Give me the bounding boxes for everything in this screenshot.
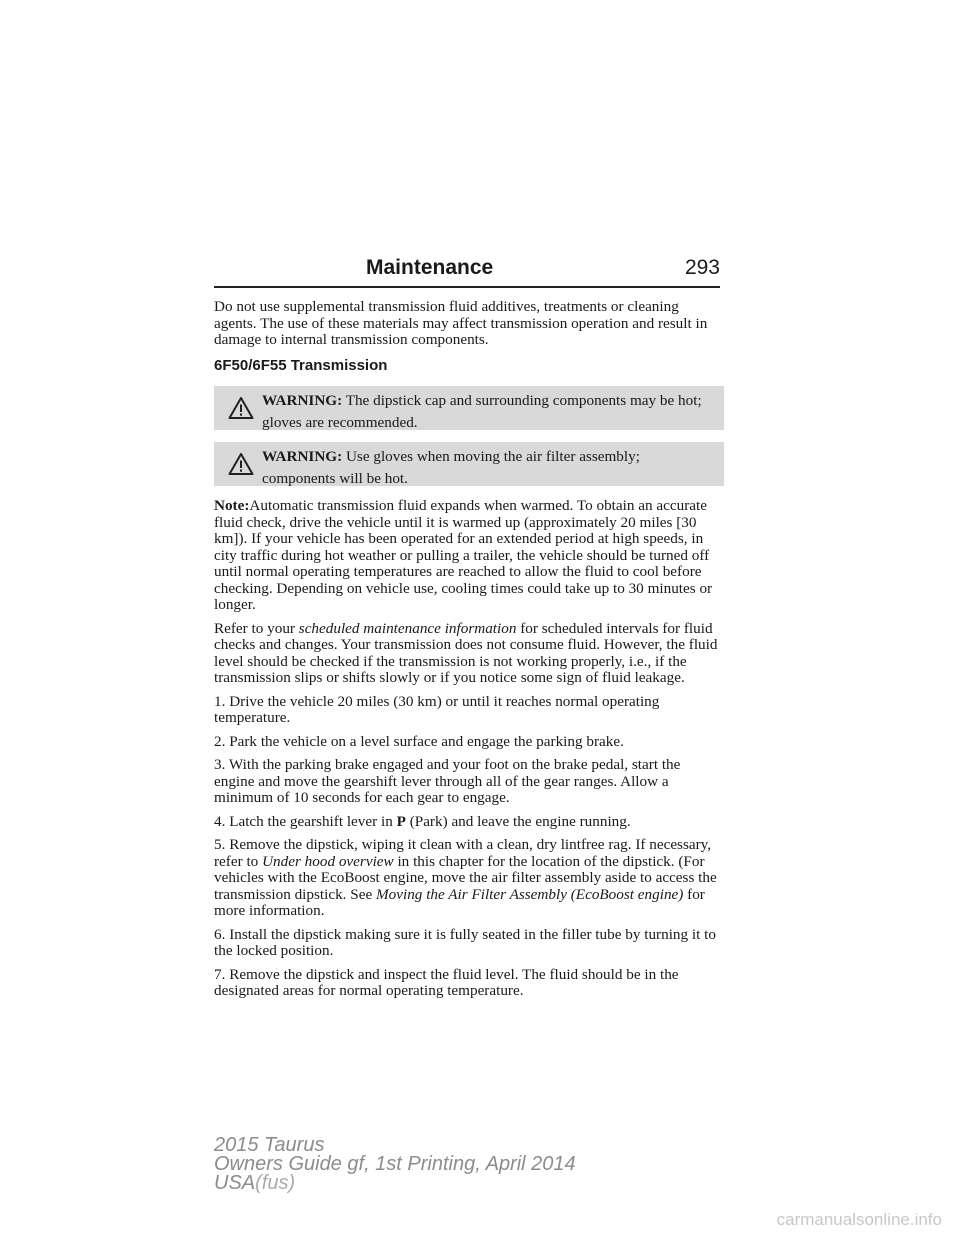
step-4-text-after: (Park) and leave the engine running. xyxy=(405,812,631,830)
step-4 xyxy=(214,814,724,831)
warning-triangle-icon xyxy=(228,452,254,476)
note-label: Note: xyxy=(214,497,250,514)
warning-label: WARNING: xyxy=(262,392,343,409)
warning-text xyxy=(262,446,710,490)
step-5 xyxy=(214,837,724,920)
under-hood-overview-link[interactable]: Under hood overview xyxy=(262,852,394,870)
intro-paragraph: Do not use supplemental transmission fluid additives, treatments or cleaning agents. The use of these materials may affect transmission operation and result in damage to internal transmission components. xyxy=(214,298,708,348)
warning-box-2 xyxy=(214,442,724,486)
footer-market xyxy=(214,1174,576,1193)
footer-edition: Owners Guide gf, 1st Printing, April 2014 xyxy=(214,1153,576,1175)
note-paragraph xyxy=(214,498,724,614)
page-number: 293 xyxy=(684,256,720,279)
warning-box-1 xyxy=(214,386,724,430)
warning-triangle-icon xyxy=(228,396,254,420)
moving-air-filter-link[interactable]: Moving the Air Filter Assembly (EcoBoost engine) xyxy=(376,885,684,903)
header-rule xyxy=(214,286,720,288)
step-5-text-b: in this chapter for the location of the dipstick. (For vehicles with the EcoBoost engine, move the air filter assembly aside to access the transmission dipstick. See xyxy=(214,852,717,903)
refer-text-before: Refer to your xyxy=(214,619,299,637)
step-7: 7. Remove the dipstick and inspect the fluid level. The fluid should be in the designated areas for normal operating temperature. xyxy=(214,965,679,999)
page-header xyxy=(214,256,720,286)
warning-message: The dipstick cap and surrounding components may be hot; gloves are recommended. xyxy=(262,392,702,431)
footer-code: (fus) xyxy=(255,1172,296,1194)
step-2: 2. Park the vehicle on a level surface and engage the parking brake. xyxy=(214,732,624,750)
section-heading: 6F50/6F55 Transmission xyxy=(214,356,388,374)
step-5-text-a: 5. Remove the dipstick, wiping it clean with a clean, dry lintfree rag. If necessary, refer to xyxy=(214,836,712,870)
page-body xyxy=(214,299,724,1007)
step-5-text-c: for more information. xyxy=(214,885,705,919)
footer-model: 2015 Taurus xyxy=(214,1134,325,1156)
step-1: 1. Drive the vehicle 20 miles (30 km) or until it reaches normal operating temperature. xyxy=(214,692,660,726)
refer-text-after: for scheduled intervals for fluid checks and changes. Your transmission does not consume fluid. However, the fluid level should be checked if the transmission is not working properly, i.e., if the transmission slips or shifts slowly or if you notice some sign of fluid leakage. xyxy=(214,619,718,686)
note-text: Automatic transmission fluid expands when warmed. To obtain an accurate fluid check, drive the vehicle until it is warmed up (approximately 20 miles [30 km]). If your vehicle has been operated for an extended period at high speeds, in city traffic during hot weather or pulling a trailer, the vehicle should be turned off until normal operating temperatures are reached to allow the fluid to cool before checking. Depending on vehicle use, cooling times could take up to 30 minutes or longer. xyxy=(214,497,713,613)
step-4-text-before: 4. Latch the gearshift lever in xyxy=(214,812,397,830)
section-title: Maintenance xyxy=(366,256,494,279)
park-gear-label: P xyxy=(396,812,406,830)
warning-text xyxy=(262,390,710,434)
footer-country: USA xyxy=(214,1172,256,1194)
watermark: carmanualsonline.info xyxy=(776,1210,942,1229)
warning-message: Use gloves when moving the air filter assembly; components will be hot. xyxy=(262,448,640,487)
step-3: 3. With the parking brake engaged and your foot on the brake pedal, start the engine and move the gearshift lever through all of the gear ranges. Allow a minimum of 10 seconds for each gear to engage. xyxy=(214,756,681,806)
scheduled-maintenance-link[interactable]: scheduled maintenance information xyxy=(298,619,517,637)
page-footer xyxy=(214,1136,576,1193)
warning-label: WARNING: xyxy=(262,448,343,465)
step-6: 6. Install the dipstick making sure it is fully seated in the filler tube by turning it to the locked position. xyxy=(214,925,716,959)
refer-paragraph xyxy=(214,621,724,687)
